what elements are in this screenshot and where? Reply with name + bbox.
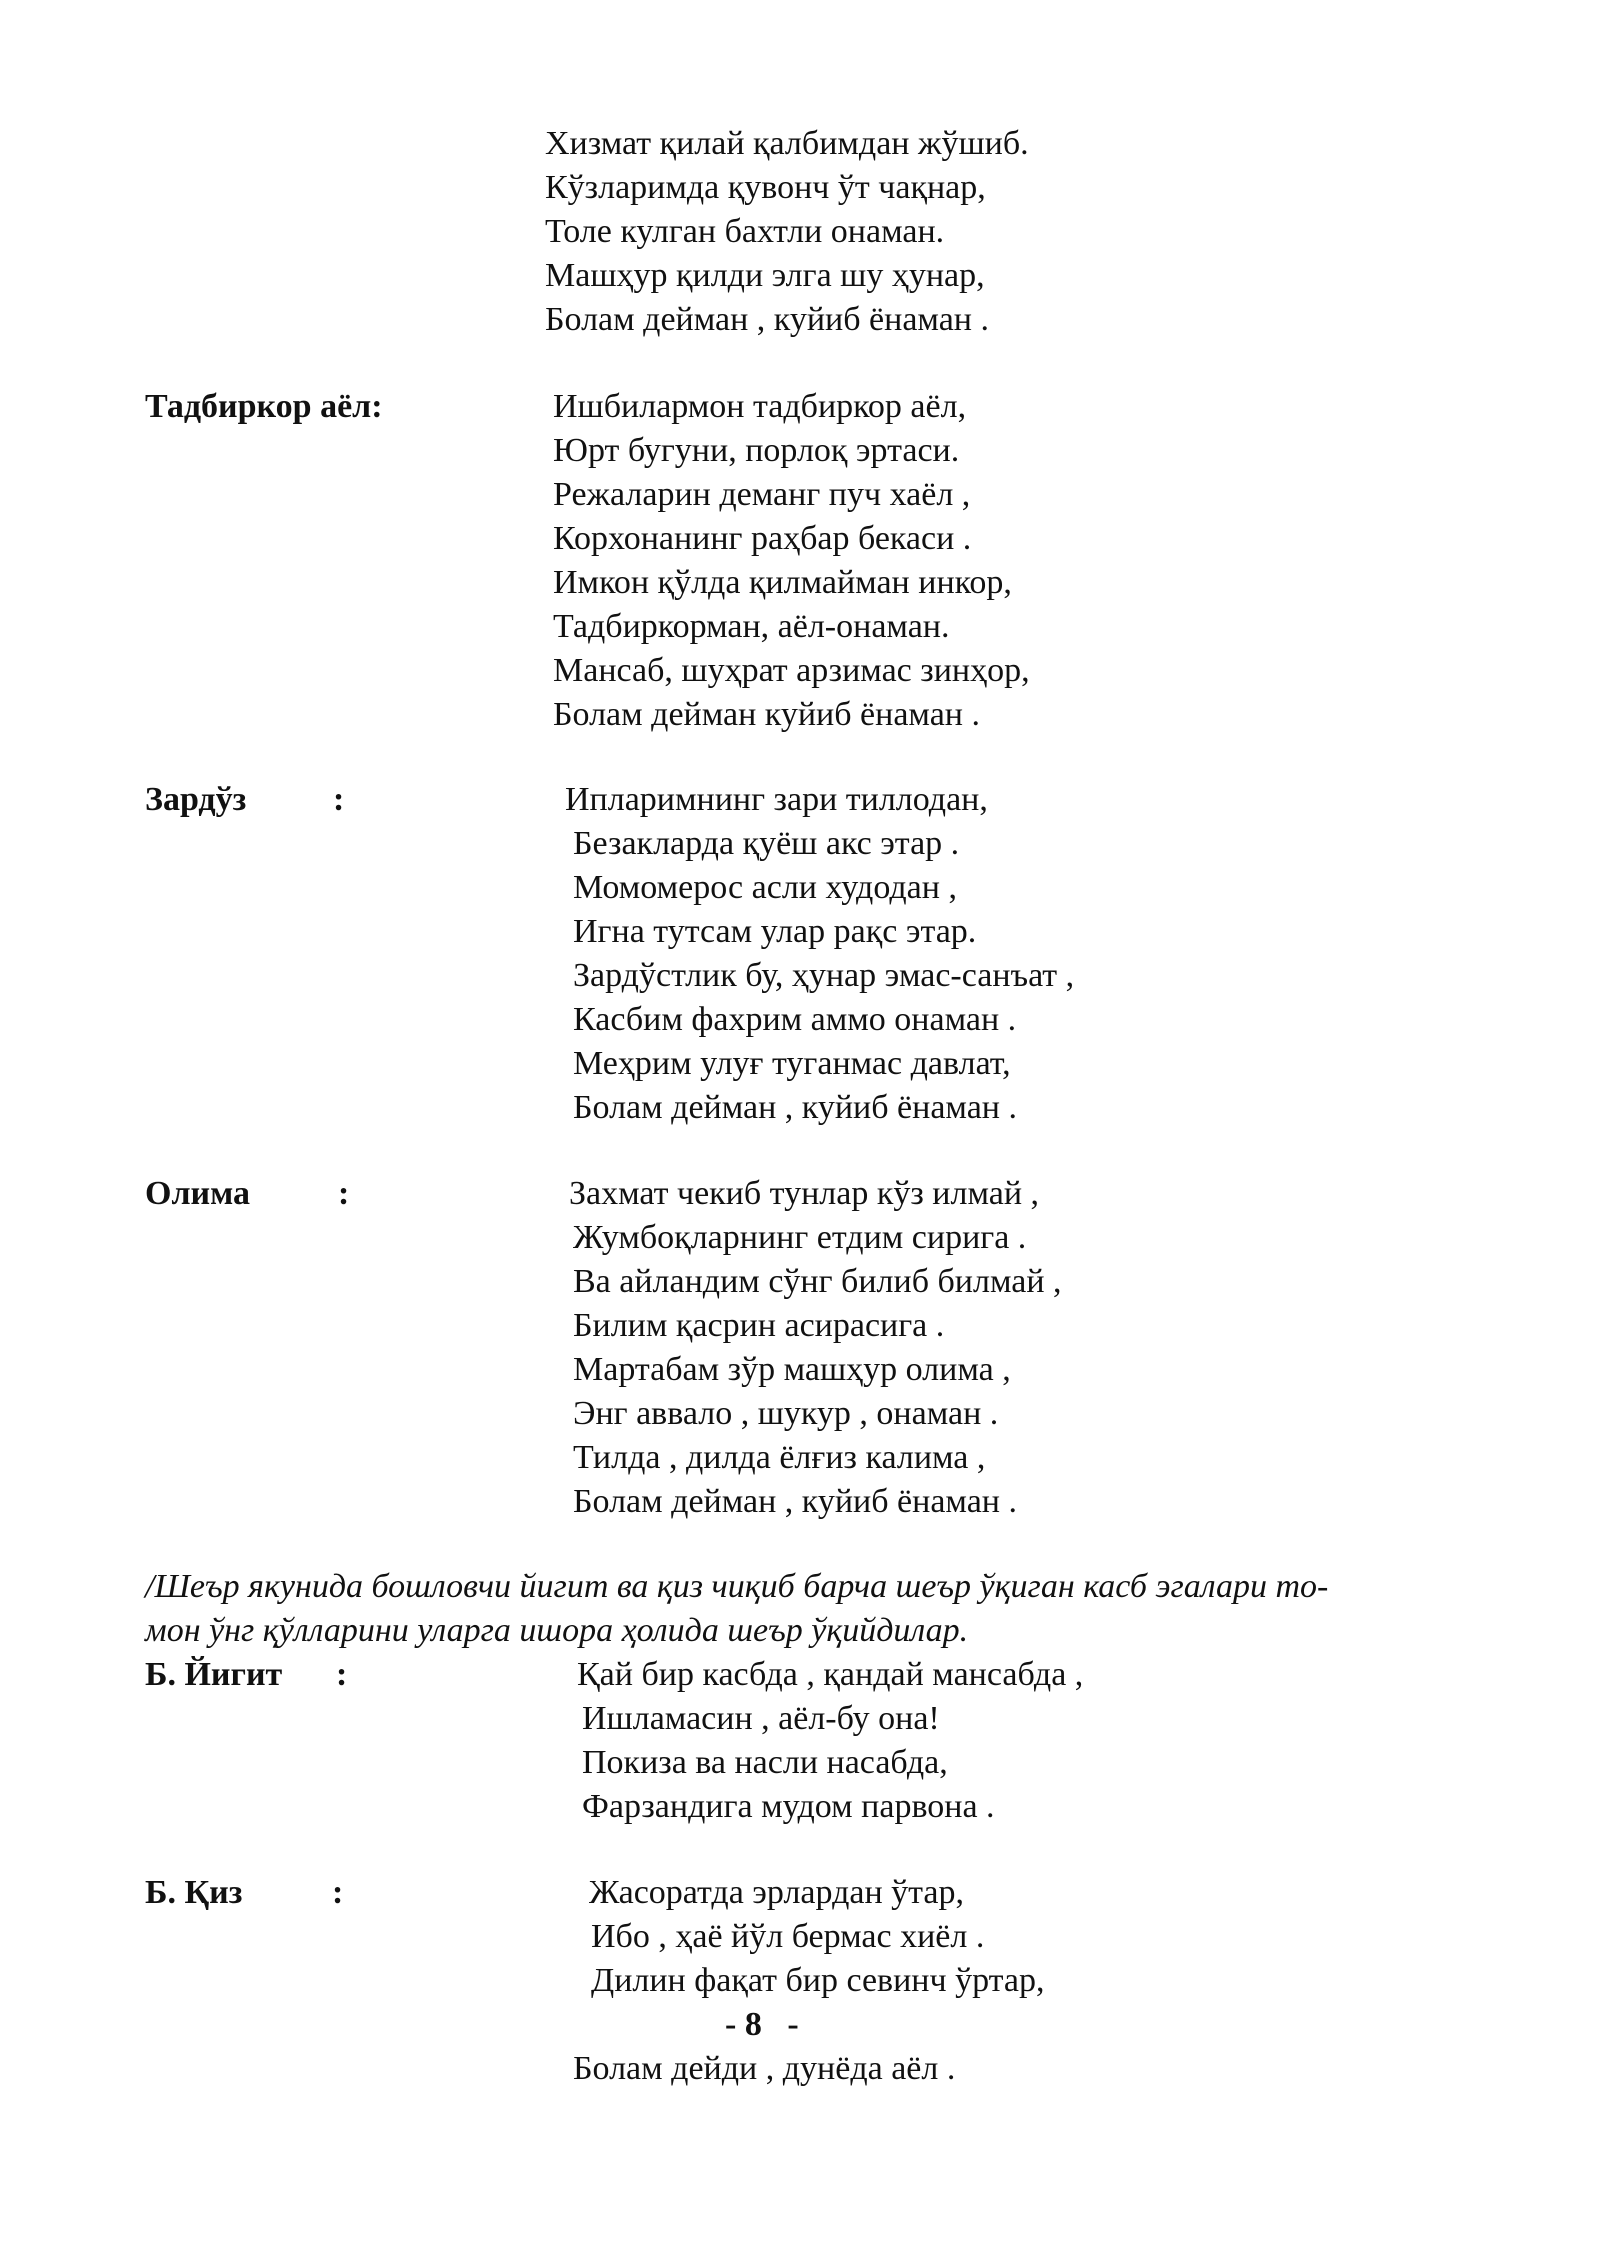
verse-line: Мартабам зўр машҳур олима , <box>573 1351 1011 1388</box>
verse-line: Ишбилармон тадбиркор аёл, <box>553 388 967 425</box>
verse-line: Юрт бугуни, порлоқ эртаси. <box>553 432 960 469</box>
verse-line: Дилин фақат бир севинч ўртар, <box>591 1962 1045 1999</box>
stage-direction-line: /Шеър якунида бошловчи йигит ва қиз чиқиб барча шеър ўқиган касб эгалари то- <box>145 1568 1329 1605</box>
speaker-colon: : <box>332 1874 344 1911</box>
verse-line: Қай бир касбда , қандай мансабда , <box>577 1656 1084 1693</box>
speaker-label: Б. Қиз <box>145 1874 243 1911</box>
verse-line: Имкон қўлда қилмайман инкор, <box>553 564 1012 601</box>
verse-line: Энг аввало , шукур , онаман . <box>573 1395 999 1432</box>
page-number: - 8 - <box>725 2006 799 2043</box>
verse-line: Тилда , дилда ёлғиз калима , <box>573 1439 986 1476</box>
verse-line: Болам дейман куйиб ёнаман . <box>553 696 980 733</box>
verse-line: Ипларимнинг зари тиллодан, <box>565 781 988 818</box>
verse-line: Мансаб, шуҳрат арзимас зинҳор, <box>553 652 1030 689</box>
verse-line: Жасоратда эрлардан ўтар, <box>589 1874 965 1911</box>
verse-line: Кўзларимда қувонч ўт чақнар, <box>545 169 986 206</box>
speaker-label: Зардўз <box>145 781 247 818</box>
stage-direction-line: мон ўнг қўлларини уларга ишора ҳолида шеър ўқийдилар. <box>145 1612 969 1649</box>
verse-line: Болам дейман , куйиб ёнаман . <box>545 301 989 338</box>
verse-line: Ва айландим сўнг билиб билмай , <box>573 1263 1062 1300</box>
verse-line: Ишламасин , аёл-бу она! <box>582 1700 940 1737</box>
verse-line: Касбим фахрим аммо онаман . <box>573 1001 1017 1038</box>
verse-line-final: Болам дейди , дунёда аёл . <box>573 2050 956 2087</box>
verse-line: Ибо , ҳаё йўл бермас хиёл . <box>591 1918 985 1955</box>
verse-line: Режаларин деманг пуч хаёл , <box>553 476 971 513</box>
verse-line: Тадбиркорман, аёл-онаман. <box>553 608 950 645</box>
speaker-label: Олима <box>145 1175 251 1212</box>
verse-line: Меҳрим улуғ туганмас давлат, <box>573 1045 1011 1082</box>
verse-line: Момомерос асли худодан , <box>573 869 957 906</box>
speaker-label: Б. Йигит <box>145 1656 283 1693</box>
verse-line: Фарзандига мудом парвона . <box>582 1788 995 1825</box>
verse-line: Захмат чекиб тунлар кўз илмай , <box>569 1175 1040 1212</box>
verse-line: Билим қасрин асирасига . <box>573 1307 945 1344</box>
verse-line: Хизмат қилай қалбимдан жўшиб. <box>545 125 1029 162</box>
verse-line: Жумбоқларнинг етдим сирига . <box>573 1219 1027 1256</box>
verse-line: Покиза ва насли насабда, <box>582 1744 948 1781</box>
speaker-label: Тадбиркор аёл: <box>145 388 383 425</box>
verse-line: Толе кулган бахтли онаман. <box>545 213 945 250</box>
verse-line: Машҳур қилди элга шу ҳунар, <box>545 257 985 294</box>
verse-line: Безакларда қуёш акс этар . <box>573 825 960 862</box>
speaker-colon: : <box>338 1175 350 1212</box>
speaker-colon: : <box>333 781 345 818</box>
verse-line: Болам дейман , куйиб ёнаман . <box>573 1483 1017 1520</box>
verse-line: Болам дейман , куйиб ёнаман . <box>573 1089 1017 1126</box>
verse-line: Зардўстлик бу, ҳунар эмас-санъат , <box>573 957 1075 994</box>
verse-line: Игна тутсам улар рақс этар. <box>573 913 977 950</box>
verse-line: Корхонанинг раҳбар бекаси . <box>553 520 972 557</box>
speaker-colon: : <box>336 1656 348 1693</box>
